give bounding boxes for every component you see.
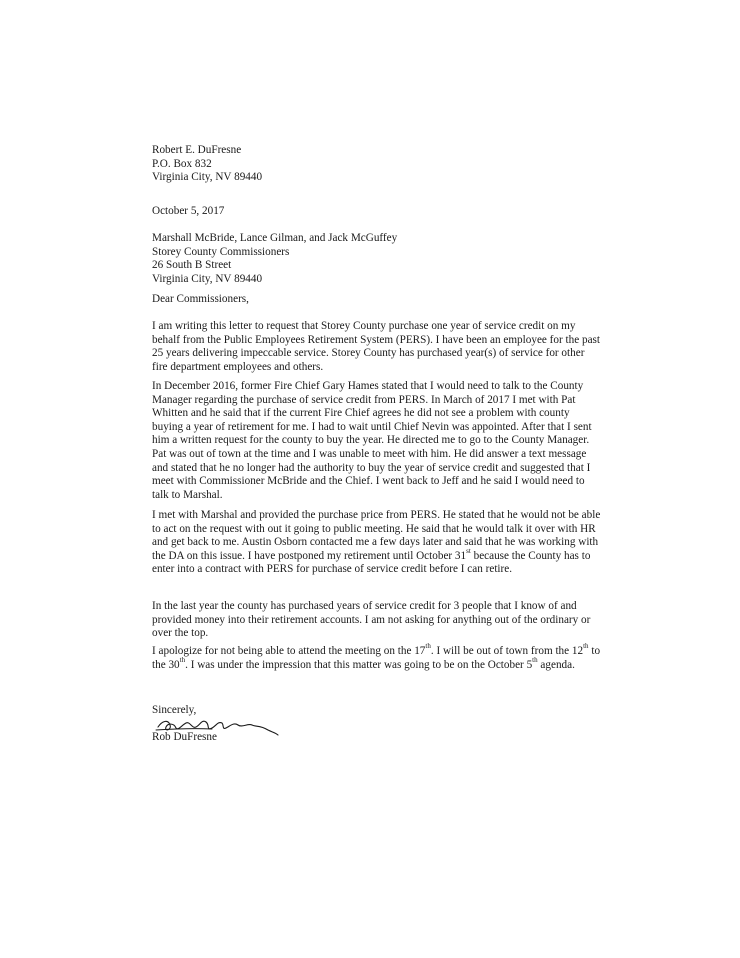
paragraph-segment: . I was under the impression that this matter was going to be on the October 5 (185, 658, 533, 671)
paragraph-segment: to the 30 (152, 645, 601, 671)
ordinal-suffix: th (425, 642, 431, 651)
body-paragraph-5 (152, 642, 602, 672)
paragraph-segment: . I will be out of town from the 12 (430, 645, 584, 657)
sender-po-box: P.O. Box 832 (152, 157, 212, 170)
letter-date: October 5, 2017 (152, 205, 225, 217)
body-paragraph-3 (152, 509, 602, 577)
ordinal-suffix: th (179, 655, 186, 664)
ordinal-suffix: th (583, 642, 589, 651)
paragraph-text (152, 509, 602, 577)
recipient-names: Marshall McBride, Lance Gilman, and Jack McGuffey (152, 232, 398, 244)
recipient-city: Virginia City, NV 89440 (152, 272, 263, 285)
sender-name: Robert E. DuFresne (152, 144, 242, 156)
recipient-street: 26 South B Street (152, 259, 232, 272)
paragraph-text: In December 2016, former Fire Chief Gary Hames stated that I would need to talk to the County Manager regarding the purchase of service credit from PERS. In March of 2017 I met with Pat Whitten and he said that if the current Fire Chief agrees he did not see a problem with county buying a year of retirement for me. I had to wait until Chief Nevin was appointed. After that I sent him a written request for the county to buy the year. He directed me to go to the County Manager. Pat was out of town at the time and I was unable to meet with him. He did answer a text message and stated that he no longer had the authority to buy the year of service credit and suggested that I meet with Commissioner McBride and the Chief. I went back to Jeff and he said I would need to talk to Marshal. (152, 380, 592, 501)
paragraph-text: I am writing this letter to request that Storey County purchase one year of service credit on my behalf from the Public Employees Retirement System (PERS). I have been an employee for the past 25 years delivering impeccable service. Storey County has purchased year(s) of service for other fire department employees and others. (152, 320, 601, 373)
ordinal-suffix: st (466, 547, 471, 556)
paragraph-text: In the last year the county has purchased years of service credit for 3 people that I know of and provided money into their retirement accounts. I am not asking for anything out of the ordinary or over the top. (152, 600, 591, 640)
recipient-address (152, 232, 602, 286)
recipient-org: Storey County Commissioners (152, 245, 290, 258)
paragraph-segment: I met with Marshal and provided the purchase price from PERS. He stated that he would not be able to act on the request with out it going to public meeting. He said that he would talk it over with HR and get back to me. Austin Osborn contacted me a few days later and said that he was working with the DA on this issue. I have postponed my retirement until October 31 (152, 509, 601, 562)
body-paragraph-1 (152, 320, 602, 374)
ordinal-suffix: th (532, 655, 538, 664)
signature-name: Rob DuFresne (152, 731, 217, 743)
salutation-block (152, 293, 602, 307)
salutation: Dear Commissioners, (152, 293, 249, 305)
body-paragraph-4 (152, 600, 602, 641)
paragraph-text (152, 642, 602, 672)
signature-block (152, 704, 312, 752)
body-paragraph-2 (152, 380, 602, 502)
paragraph-segment: agenda. (537, 658, 575, 671)
closing: Sincerely, (152, 704, 197, 716)
letter-date-block (152, 205, 602, 219)
sender-city: Virginia City, NV 89440 (152, 171, 263, 184)
paragraph-segment: I apologize for not being able to attend the meeting on the 17 (152, 645, 426, 657)
sender-address (152, 144, 602, 185)
paragraph-segment: because the County has to enter into a contract with PERS for purchase of service credit before I can retire. (152, 549, 591, 576)
